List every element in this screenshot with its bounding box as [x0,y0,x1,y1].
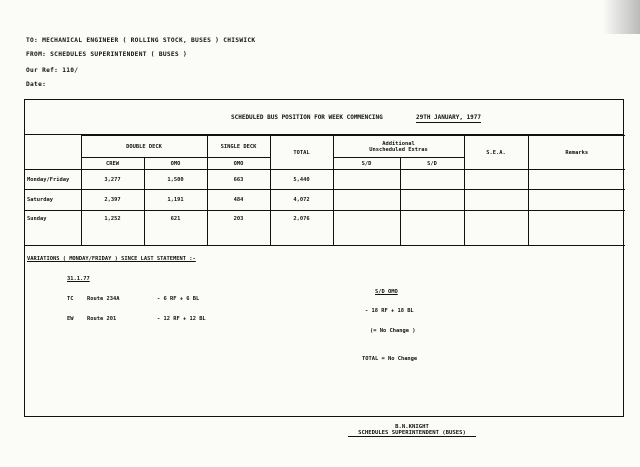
signature-block [348,424,476,437]
ref-line: Our Ref: 110/ [26,67,79,74]
omo-subheader: OMO [144,158,207,170]
sd-omo-note: (= No Change ) [370,328,416,334]
variation-date: 31.1.77 [67,276,90,282]
day-cell: Saturday [25,190,81,211]
date-line: Date: [26,81,47,88]
omo-cell: 1,191 [144,190,207,211]
crew-cell: 3,277 [81,170,144,190]
sd-omo-change: - 18 RF + 18 BL [365,308,414,314]
sea-header: S.E.A. [464,136,528,170]
empty-cell [333,211,400,246]
empty-cell [400,170,464,190]
day-cell: Sunday [25,211,81,246]
day-cell: Monday/Friday [25,170,81,190]
crew-cell: 1,252 [81,211,144,246]
day-header-cell [25,136,81,170]
omo-cell: 1,500 [144,170,207,190]
table-title [231,114,482,121]
table-row [25,211,625,246]
empty-cell [400,190,464,211]
bus-position-table [25,135,625,246]
sd-subheader-1: S/D [333,158,400,170]
route-number: Route 201 [87,316,117,322]
empty-cell [333,190,400,211]
single-cell: 663 [207,170,270,190]
crew-cell: 2,397 [81,190,144,211]
from-line: FROM: SCHEDULES SUPERINTENDENT ( BUSES ) [26,51,188,58]
bus-position-form [24,99,624,417]
empty-cell [464,211,528,246]
additional-header [333,136,464,158]
sd-subheader-2: S/D [400,158,464,170]
double-deck-header: DOUBLE DECK [81,136,207,158]
to-line: TO: MECHANICAL ENGINEER ( ROLLING STOCK, BUSES ) CHISWICK [26,37,256,44]
total-header: TOTAL [270,136,333,170]
unscheduled-label: Unscheduled Extras [369,146,428,153]
single-cell: 484 [207,190,270,211]
signatory-role: SCHEDULES SUPERINTENDENT (BUSES) [348,430,476,437]
route-change: - 6 RF + 6 BL [157,296,200,302]
additional-label: Additional [382,140,415,147]
route-garage: TC [67,296,74,302]
empty-cell [528,211,625,246]
week-date: 29TH JANUARY, 1977 [416,114,482,121]
table-title-text: SCHEDULED BUS POSITION FOR WEEK COMMENCING [231,114,383,121]
crew-subheader: CREW [81,158,144,170]
route-number: Route 234A [87,296,120,302]
variations-heading: VARIATIONS ( MONDAY/FRIDAY ) SINCE LAST STATEMENT :- [27,256,196,262]
single-cell: 203 [207,211,270,246]
variations-total: TOTAL = No Change [362,356,418,362]
title-row [25,100,623,135]
route-garage: EW [67,316,74,322]
omo-cell: 621 [144,211,207,246]
empty-cell [464,190,528,211]
single-deck-header: SINGLE DECK [207,136,270,158]
total-cell: 4,072 [270,190,333,211]
page-edge-shadow [604,0,640,34]
sd-omo-title: S/D OMO [375,289,398,295]
signatory-name: B.N.KNIGHT [395,424,429,430]
total-cell: 5,440 [270,170,333,190]
empty-cell [333,170,400,190]
single-omo-subheader: OMO [207,158,270,170]
empty-cell [464,170,528,190]
total-cell: 2,076 [270,211,333,246]
remarks-header: Remarks [528,136,625,170]
table-row [25,190,625,211]
route-change: - 12 RF + 12 BL [157,316,206,322]
table-row [25,170,625,190]
empty-cell [400,211,464,246]
empty-cell [528,190,625,211]
empty-cell [528,170,625,190]
